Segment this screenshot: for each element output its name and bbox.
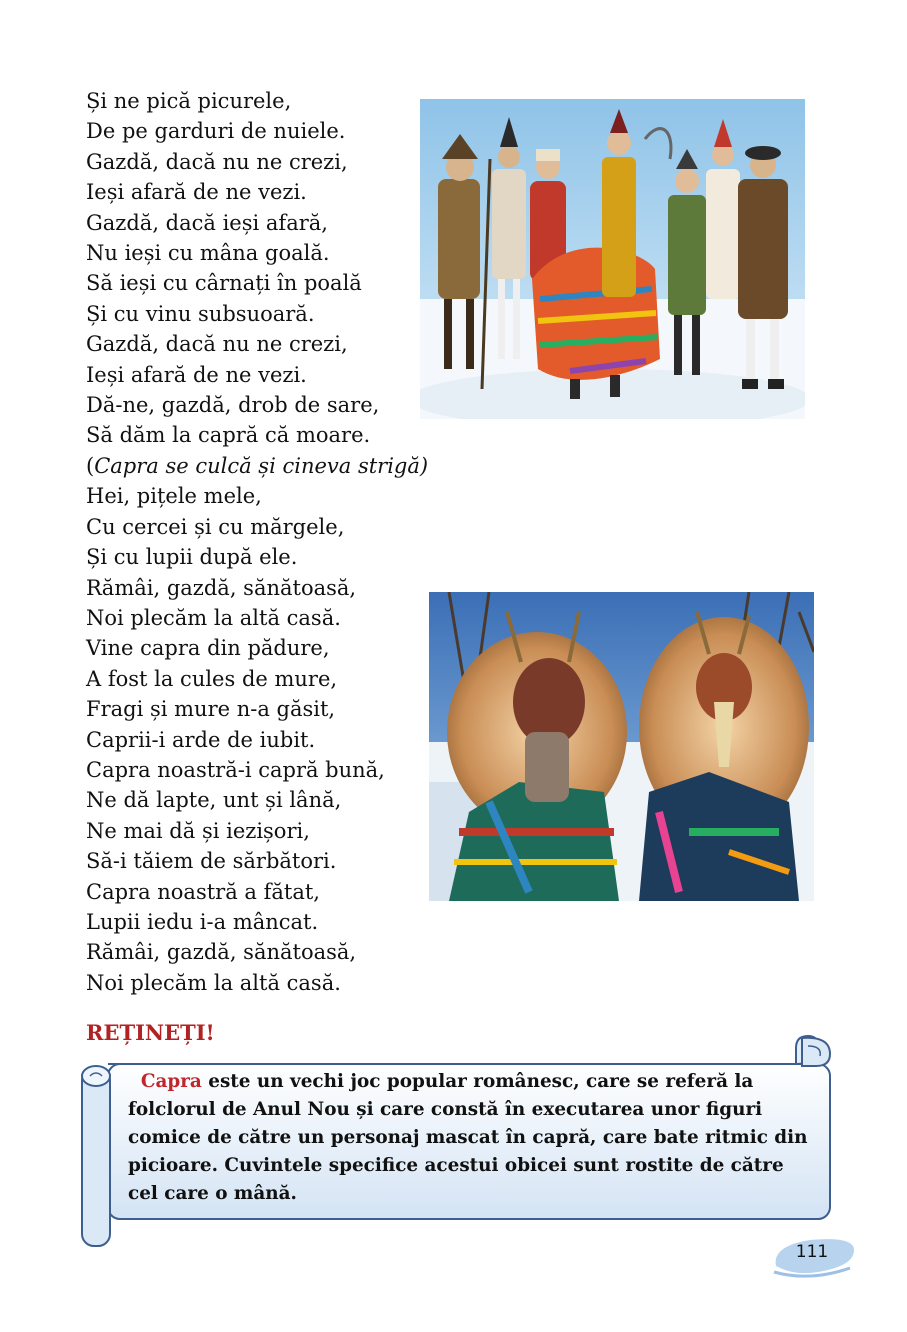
highlight-word: Capra [140, 1071, 202, 1092]
stage-direction [86, 451, 446, 481]
poem-line: Capra noastră a fătat, [86, 879, 320, 904]
poem [86, 86, 446, 998]
poem-line: Ieși afară de ne vezi. [86, 362, 307, 387]
poem-line: Fragi și mure n-a găsit, [86, 697, 336, 722]
poem-line: Rămâi, gazdă, sănătoasă, [86, 940, 357, 965]
poem-line: Nu ieși cu mâna goală. [86, 241, 330, 266]
stage-direction-text: Capra se culcă și cineva strigă) [94, 453, 429, 478]
poem-line: Rămâi, gazdă, sănătoasă, [86, 575, 357, 600]
goat-masks-illustration [429, 592, 814, 901]
poem-line: Hei, pițele mele, [86, 484, 262, 509]
retineti-body: este un vechi joc popular românesc, care se referă la folclorul de Anul Nou și care constă în executarea unor figuri comice de către un personaj mascat în capră, care bate ritmic din picioare. Cuvintele specifice acestui obicei sunt rostite de către cel care o mână. [128, 1071, 808, 1204]
poem-line: De pe garduri de nuiele. [86, 119, 346, 144]
poem-line: Ne mai dă și iezișori, [86, 818, 310, 843]
poem-line: Gazdă, dacă nu ne crezi, [86, 149, 348, 174]
goat-masks-photo [429, 592, 814, 901]
poem-line: Noi plecăm la altă casă. [86, 970, 341, 995]
carolers-photo [420, 99, 805, 419]
page-number: 111 [795, 1242, 829, 1262]
poem-line: Noi plecăm la altă casă. [86, 605, 341, 630]
poem-line: Capra noastră-i capră bună, [86, 757, 385, 782]
poem-line: Dă-ne, gazdă, drob de sare, [86, 393, 380, 418]
poem-line: Să dăm la capră că moare. [86, 423, 371, 448]
retineti-text [128, 1068, 808, 1208]
poem-line: Lupii iedu i-a mâncat. [86, 909, 319, 934]
poem-line: Și cu vinu subsuoară. [86, 301, 315, 326]
poem-line: Cu cercei și cu mărgele, [86, 514, 345, 539]
poem-line: Ieși afară de ne vezi. [86, 180, 307, 205]
poem-line: A fost la cules de mure, [86, 666, 338, 691]
poem-line: Vine capra din pădure, [86, 636, 330, 661]
poem-line: Să-i tăiem de sărbători. [86, 849, 337, 874]
poem-line: Să ieși cu cârnați în poală [86, 271, 362, 296]
poem-line: Caprii-i arde de iubit. [86, 727, 316, 752]
poem-line: Gazdă, dacă ieși afară, [86, 210, 328, 235]
stage-direction-paren: ( [86, 453, 95, 478]
poem-line: Și cu lupii după ele. [86, 545, 298, 570]
retineti-heading: REȚINEȚI! [86, 1020, 215, 1045]
poem-line: Și ne pică picurele, [86, 89, 292, 113]
poem-line: Ne dă lapte, unt și lână, [86, 788, 342, 813]
carolers-illustration [420, 99, 805, 419]
poem-line: Gazdă, dacă nu ne crezi, [86, 332, 348, 357]
